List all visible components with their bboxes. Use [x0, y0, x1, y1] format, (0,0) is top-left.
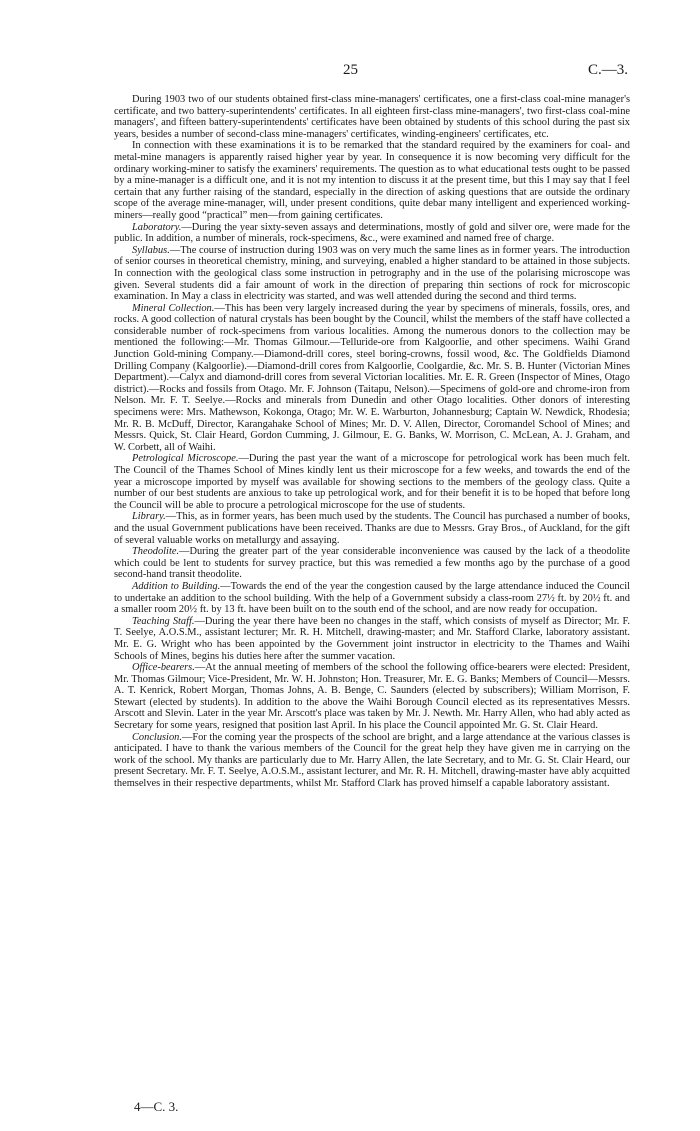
paragraph-mineral-collection [114, 303, 630, 454]
paragraph-certificates [114, 94, 630, 140]
paragraph-teaching-staff [114, 616, 630, 662]
paragraph-heading: Office-bearers. [132, 662, 195, 674]
paragraph-text: —This has been very largely increased during the year by specimens of minerals, fossils, ores, and rocks. A good collection of natural crystals has been bought by the Council, whilst the members of the staff have collected a considerable number of rock-specimens from various localities. Among the numerous donors to the collection may be mentioned the following:—Mr. Thomas Gilmour.—Telluride-ore from Kalgoorlie, and other specimens. Waihi Grand Junction Gold-mining Company.—Diamond-drill cores, steel boring-crowns, fossil wood, &c. The Goldfields Diamond Drilling Company (Kalgoorlie).—Diamond-drill cores from Kalgoorlie, Coolgardie, &c. Mr. S. B. Hunter (Victorian Mines Department).—Calyx and diamond-drill cores from several Victorian localities. Mr. E. R. Green (Inspector of Mines, Otago district).—Rocks and fossils from Otago. Mr. F. Johnson (Taitapu, Nelson).—Specimens of gold-ore and chrome-iron from Nelson. Mr. F. T. Seelye.—Rocks and minerals from Dunedin and other Otago localities. Other donors of interesting specimens were: Mrs. Mathewson, Kokonga, Otago; Mr. W. E. Warburton, Johannesburg; Captain W. Newdick, Rhodesia; Mr. R. B. McDuff, Director, Karangahake School of Mines; Mr. D. V. Allen, Director, Coromandel School of Mines; and Messrs. Quick, St. Clair Heard, Gordon Cumming, J. Gilmour, E. G. Banks, W. Morrison, C. McLean, A. J. Graham, and W. Corbett, all of Waihi. [114, 302, 630, 453]
paragraph-text: —This, as in former years, has been much used by the students. The Council has purchased a number of books, and the usual Government publications have been received. Thanks are due to Messrs. Gray Bros., of Auckland, for the gift of several valuable works on metallurgy and assaying. [114, 511, 630, 546]
paragraph-theodolite [114, 546, 630, 581]
paragraph-syllabus [114, 245, 630, 303]
paragraph-text: —Towards the end of the year the congestion caused by the large attendance induced the Council to undertake an addition to the school building. With the help of a Government subsidy a class-room 27½ ft. by 20½ ft. and a smaller room 20½ ft. by 13 ft. have been built on to the south end of the school, and are now ready for occupation. [114, 580, 630, 616]
paragraph-text: —During the year there have been no changes in the staff, which consists of myself as Director; Mr. F. T. Seelye, A.O.S.M., assistant lecturer; Mr. R. H. Mitchell, drawing-master; and Mr. Stafford Clarke, laboratory assistant. Mr. E. G. Wright who has been appointed by the Government joint instructor in electricity to the Thames and Waihi Schools of Mines, begins his duties here after the summer vacation. [114, 615, 630, 662]
paragraph-heading: Syllabus. [132, 244, 170, 256]
page-number: 25 [343, 62, 358, 78]
paragraph-petrological-microscope [114, 453, 630, 511]
document-reference: C.—3. [587, 62, 628, 78]
paragraph-heading: Addition to Building. [132, 580, 221, 592]
paragraph-text: In connection with these examinations it is to be remarked that the standard required by the examiners for coal- and metal-mine managers is apparently raised higher year by year. In consequence it is now becoming very difficult for the ordinary working-miner to satisfy the examiners' requirements. The question as to what educational tests ought to be passed by a mine-manager is a difficult one, and it is not my intention to discuss it at the present time, but this I may say that I feel certain that any further raising of the standard, especially in the direction of asking questions that are outside the ordinary scope of the average mine-manager, will, under present conditions, quite debar many intelligent and experienced working-miners—really good “practical” men—from gaining certificates. [114, 140, 630, 221]
paragraph-text: —The course of instruction during 1903 was on very much the same lines as in former years. The introduction of senior courses in theoretical chemistry, mining, and surveying, enabled a higher standard to be attained in those subjects. In connection with the geological class some instruction in petrography and in the use of the polarising microscope was given. Several students did a fair amount of work in the direction of preparing thin sections of rock for microscopic examination. In May a class in electricity was started, and was well attended during the second and third terms. [114, 244, 630, 303]
paragraph-heading: Conclusion. [132, 731, 182, 743]
page-header [0, 62, 700, 82]
paragraph-heading: Teaching Staff. [132, 615, 195, 627]
paragraph-text: —During the past year the want of a microscope for petrological work has been much felt. The Council of the Thames School of Mines kindly lent us their microscope for a few weeks, and towards the end of the year a microscope imported by myself was available for showing sections to the members of the geology class. Quite a number of our best students are anxious to take up petrological work, and for their benefit it is to be hoped that before long the Council will be able to procure a petrological microscope for the use of students. [114, 453, 631, 511]
report-body [114, 94, 630, 790]
paragraph-text: —During the year sixty-seven assays and determinations, mostly of gold and silver ore, were made for the public. In addition, a number of minerals, rock-specimens, &c., were examined and named free of charge. [114, 221, 630, 245]
paragraph-laboratory [114, 222, 630, 245]
paragraph-conclusion [114, 732, 630, 790]
paragraph-text: —During the greater part of the year considerable inconvenience was caused by the lack of a theodolite which could be lent to students for survey practice, but this was remedied a few months ago by the purchase of a good second-hand transit theodolite. [114, 546, 630, 581]
paragraph-text: —For the coming year the prospects of the school are bright, and a large attendance at the various classes is anticipated. I have to thank the various members of the Council for the great help they have given me in carrying on the work of the school. My thanks are particularly due to Mr. Harry Allen, the late Secretary, and to Mr. G. St. Clair Heard, our present Secretary. Mr. F. T. Seelye, A.O.S.M., assistant lecturer, and Mr. R. H. Mitchell, drawing-master have ably acquitted themselves in their respective departments, whilst Mr. Stafford Clark has proved himself a capable laboratory assistant. [114, 731, 630, 790]
paragraph-examinations [114, 140, 630, 221]
paragraph-heading: Theodolite. [132, 546, 180, 558]
paragraph-heading: Laboratory. [132, 221, 182, 233]
paragraph-heading: Mineral Collection. [132, 302, 215, 314]
paragraph-text: —At the annual meeting of members of the school the following office-bearers were elected: President, Mr. Thomas Gilmour; Vice-President, Mr. W. H. Johnston; Hon. Treasurer, Mr. E. G. Banks; Members of Council—Messrs. A. T. Kenrick, Robert Morgan, Thomas Johns, A. B. Benge, C. Saunders (elected by subscribers); William Morrison, F. Stewart (elected by students). In addition to the above the Waihi Borough Council elected as its representatives Messrs. Arscott and Slevin. Later in the year Mr. Arscott's place was taken by Mr. J. Newth. Mr. Harry Allen, who had ably acted as Secretary for some years, resigned that position last April. In his place the Council appointed Mr. G. St. Clair Heard. [114, 662, 630, 732]
paragraph-heading: Library. [132, 511, 166, 523]
signature-mark: 4—C. 3. [134, 1099, 179, 1114]
paragraph-text: During 1903 two of our students obtained first-class mine-managers' certificates, one a first-class coal-mine manager's certificate, and two battery-superintendents' certificates. In all eighteen first-class mine-managers', two first-class coal-mine managers', and fifteen battery-superintendents' certificates have been obtained by students of this school during the past six years, besides a number of second-class mine-managers' certificates, winding-engineers' certificates, etc. [114, 94, 630, 140]
paragraph-heading: Petrological Microscope. [132, 453, 239, 465]
paragraph-library [114, 511, 630, 546]
paragraph-office-bearers [114, 662, 630, 732]
paragraph-addition-to-building [114, 581, 630, 616]
